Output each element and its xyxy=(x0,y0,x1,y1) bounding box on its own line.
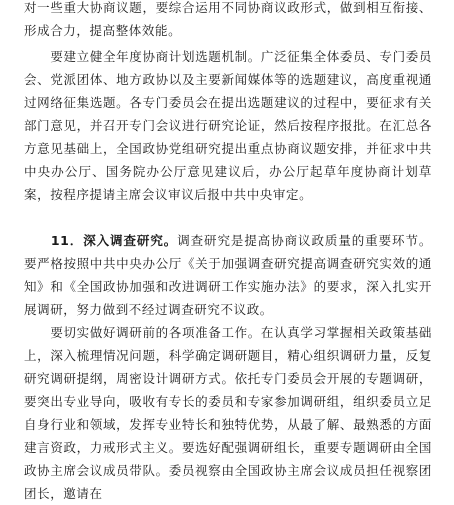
paragraph-4 xyxy=(24,321,432,505)
paragraph-2-text: 要建立健全年度协商计划选题机制。广泛征集全体委员、专门委员会、党派团体、地方政协以及主要新闻媒体等的选题建议，高度重视通过网络征集选题。各专门委员会在提出选题建议的过程中，要征求有关部门意见，并召开专门会议进行研究论证，然后按程序报批。在汇总各方意见基础上，全国政协党组研究提出重点协商议题安排，并征求中共中央办公厅、国务院办公厅意见建议后，办公厅起草年度协商计划草案，按程序提请主席会议审议后报中共中央审定。 xyxy=(24,49,432,202)
paragraph-1-text: 对一些重大协商议题，要综合运用不同协商议政形式，做到相互衔接、形成合力，提高整体效能。 xyxy=(24,0,432,38)
paragraph-3 xyxy=(24,229,432,321)
paragraph-4-text: 要切实做好调研前的各项准备工作。在认真学习掌握相关政策基础上，深入梳理情况问题，科学确定调研题目，精心组织调研力量，反复研究调研提纲，周密设计调研方式。依托专门委员会开展的专题调研，要突出专业导向，吸收有专长的委员和专家参加调研组，组织委员立足自身行业和领域，发挥专业特长和独特优势，从最了解、最熟悉的方面建言资政，力戒形式主义。要选好配强调研组长，重要专题调研由全国政协主席会议成员带队。委员视察由全国政协主席会议成员担任视察团团长，邀请在 xyxy=(24,325,432,501)
paragraph-3-text: 调查研究是提高协商议政质量的重要环节。要严格按照中共中央办公厅《关于加强调查研究提高调查研究实效的通知》和《全国政协加强和改进调研工作实施办法》的要求，深入扎实开展调研，努力做到不经过调查研究不议政。 xyxy=(24,233,432,317)
paragraph-2 xyxy=(24,45,432,206)
section-heading: 11．深入调查研究。 xyxy=(24,233,178,248)
paragraph-1 xyxy=(24,0,432,42)
